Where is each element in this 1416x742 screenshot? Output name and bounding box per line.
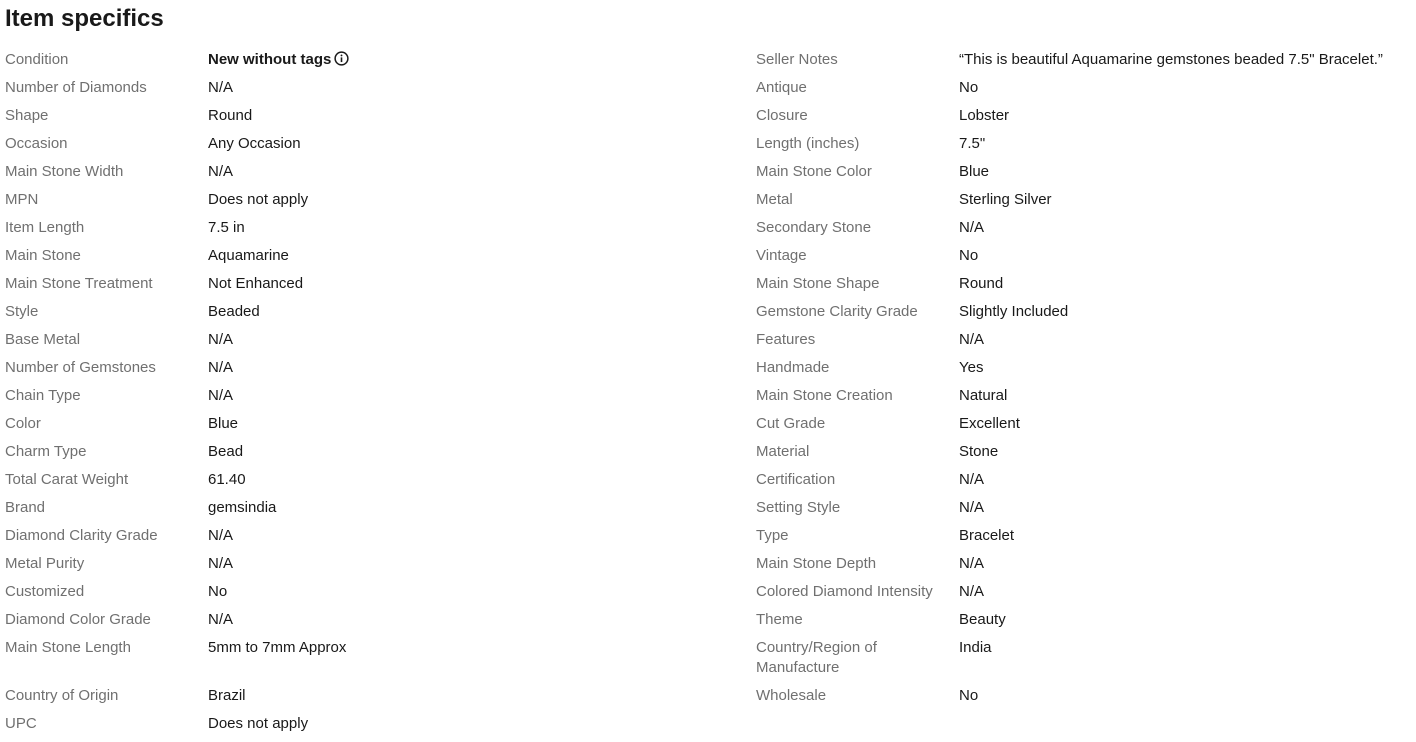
- label-line-2: Manufacture: [756, 659, 840, 676]
- spec-value: N/A: [208, 611, 234, 628]
- spec-value: Beaded: [208, 303, 260, 320]
- spec-label: Antique: [756, 79, 807, 96]
- spec-label: Charm Type: [5, 443, 87, 460]
- spec-value: Beauty: [959, 611, 1006, 628]
- spec-label: Diamond Color Grade: [5, 611, 151, 628]
- spec-value: Any Occasion: [208, 135, 301, 152]
- spec-label: Handmade: [756, 359, 830, 376]
- spec-label: Brand: [5, 499, 46, 516]
- spec-label: Shape: [5, 107, 49, 124]
- spec-row: [756, 106, 1411, 126]
- spec-row: [5, 582, 705, 602]
- spec-row: [5, 330, 705, 350]
- spec-row: [5, 162, 705, 182]
- spec-value: 7.5 in: [208, 219, 245, 236]
- spec-row: [756, 246, 1411, 266]
- spec-row: [756, 302, 1411, 322]
- spec-value: Round: [959, 275, 1004, 292]
- spec-row: [756, 414, 1411, 434]
- spec-label: MPN: [5, 191, 39, 208]
- spec-label: Main Stone Depth: [756, 555, 877, 572]
- spec-value: Not Enhanced: [208, 275, 304, 292]
- spec-value: N/A: [208, 359, 234, 376]
- spec-label: Metal: [756, 191, 793, 208]
- spec-value: India: [959, 639, 992, 656]
- spec-label: Main Stone Treatment: [5, 275, 153, 292]
- spec-label: Gemstone Clarity Grade: [756, 303, 918, 320]
- spec-value: Sterling Silver: [959, 191, 1052, 208]
- spec-label: Main Stone: [5, 247, 81, 264]
- spec-row: [756, 554, 1411, 574]
- spec-label: Length (inches): [756, 135, 860, 152]
- spec-value: 61.40: [208, 471, 246, 488]
- spec-label: Number of Diamonds: [5, 79, 147, 96]
- spec-value: gemsindia: [208, 499, 277, 516]
- spec-label: Main Stone Shape: [756, 275, 880, 292]
- spec-label: UPC: [5, 715, 37, 732]
- condition-value: New without tags: [208, 51, 332, 68]
- spec-row: [5, 554, 705, 574]
- spec-value: N/A: [208, 79, 234, 96]
- spec-row: [756, 686, 1411, 706]
- spec-row: [5, 386, 705, 406]
- spec-label: Color: [5, 415, 41, 432]
- spec-value: 5mm to 7mm Approx: [208, 639, 347, 656]
- specifics-left-column: [5, 50, 705, 742]
- spec-label: Style: [5, 303, 39, 320]
- spec-label: Number of Gemstones: [5, 359, 156, 376]
- spec-value: Yes: [959, 359, 984, 376]
- spec-row: [756, 134, 1411, 154]
- spec-row: [756, 218, 1411, 238]
- spec-value: 7.5": [959, 135, 986, 152]
- spec-row: [5, 414, 705, 434]
- spec-label: Features: [756, 331, 816, 348]
- spec-label: Wholesale: [756, 687, 827, 704]
- spec-value: Excellent: [959, 415, 1020, 432]
- spec-row: [756, 610, 1411, 630]
- spec-label: Main Stone Length: [5, 639, 131, 656]
- spec-row-seller-notes: [756, 50, 1411, 70]
- spec-value: No: [208, 583, 228, 600]
- spec-row: [5, 610, 705, 630]
- spec-value: N/A: [959, 583, 985, 600]
- spec-value: N/A: [959, 471, 985, 488]
- spec-value: Brazil: [208, 687, 246, 704]
- spec-label: Certification: [756, 471, 836, 488]
- spec-row: [756, 526, 1411, 546]
- spec-row: [5, 470, 705, 490]
- spec-row: [756, 162, 1411, 182]
- section-title: Item specifics: [5, 5, 164, 32]
- spec-value: N/A: [959, 555, 985, 572]
- spec-label: Colored Diamond Intensity: [756, 583, 933, 600]
- specifics-right-column: [756, 50, 1411, 714]
- spec-row: [756, 442, 1411, 462]
- spec-value: N/A: [208, 331, 234, 348]
- spec-row: [756, 582, 1411, 602]
- spec-value: N/A: [959, 219, 985, 236]
- spec-label: Vintage: [756, 247, 807, 264]
- spec-value: No: [959, 247, 979, 264]
- spec-label: Type: [756, 527, 789, 544]
- spec-value: Stone: [959, 443, 999, 460]
- spec-label: Main Stone Width: [5, 163, 124, 180]
- spec-row: [5, 274, 705, 294]
- spec-row: [756, 190, 1411, 210]
- spec-row: [5, 714, 705, 734]
- spec-row: [5, 358, 705, 378]
- spec-row: [756, 498, 1411, 518]
- spec-row: [756, 638, 1411, 678]
- spec-value: N/A: [208, 527, 234, 544]
- spec-row: [756, 358, 1411, 378]
- spec-row: [5, 442, 705, 462]
- spec-value: Does not apply: [208, 715, 309, 732]
- info-icon[interactable]: [334, 51, 349, 66]
- spec-row: [5, 218, 705, 238]
- spec-value: No: [959, 79, 979, 96]
- spec-value: Blue: [208, 415, 239, 432]
- spec-value: N/A: [208, 387, 234, 404]
- spec-value: N/A: [959, 331, 985, 348]
- spec-value: Bracelet: [959, 527, 1015, 544]
- spec-value: Aquamarine: [208, 247, 289, 264]
- spec-row: [5, 134, 705, 154]
- spec-value: Does not apply: [208, 191, 309, 208]
- spec-label: Secondary Stone: [756, 219, 872, 236]
- spec-label: Theme: [756, 611, 803, 628]
- spec-row: [756, 470, 1411, 490]
- spec-label: Diamond Clarity Grade: [5, 527, 158, 544]
- spec-row: [756, 78, 1411, 98]
- spec-row: [756, 386, 1411, 406]
- spec-row: [5, 686, 705, 706]
- spec-value: Blue: [959, 163, 990, 180]
- spec-row: [5, 526, 705, 546]
- spec-value: No: [959, 687, 979, 704]
- spec-label: Chain Type: [5, 387, 81, 404]
- spec-label: Seller Notes: [756, 51, 838, 68]
- spec-value: Slightly Included: [959, 303, 1069, 320]
- spec-label: Setting Style: [756, 499, 841, 516]
- spec-value: Round: [208, 107, 253, 124]
- spec-label: [756, 638, 959, 678]
- spec-label: Main Stone Color: [756, 163, 872, 180]
- spec-row-condition: [5, 50, 705, 70]
- spec-label: Country of Origin: [5, 687, 119, 704]
- spec-row: [756, 330, 1411, 350]
- spec-label: Main Stone Creation: [756, 387, 893, 404]
- spec-label: Item Length: [5, 219, 85, 236]
- spec-row: [5, 106, 705, 126]
- spec-row: [5, 302, 705, 322]
- spec-label: Total Carat Weight: [5, 471, 129, 488]
- spec-value: N/A: [208, 163, 234, 180]
- spec-row: [5, 190, 705, 210]
- spec-value: Lobster: [959, 107, 1010, 124]
- spec-value: Natural: [959, 387, 1008, 404]
- spec-label: Metal Purity: [5, 555, 85, 572]
- spec-label: Base Metal: [5, 331, 81, 348]
- spec-label: Condition: [5, 51, 69, 68]
- spec-row: [756, 274, 1411, 294]
- spec-value: N/A: [959, 499, 985, 516]
- label-line-1: Country/Region of: [756, 639, 877, 656]
- spec-value: [208, 50, 349, 70]
- spec-label: Material: [756, 443, 810, 460]
- spec-value: N/A: [208, 555, 234, 572]
- spec-row: [5, 498, 705, 518]
- spec-row: [5, 638, 705, 658]
- spec-label: Closure: [756, 107, 808, 124]
- spec-value: Bead: [208, 443, 244, 460]
- seller-notes-value: “This is beautiful Aquamarine gemstones beaded 7.5" Bracelet.”: [959, 51, 1383, 68]
- spec-label: Cut Grade: [756, 415, 826, 432]
- spec-row: [5, 78, 705, 98]
- spec-row: [5, 246, 705, 266]
- spec-label: Occasion: [5, 135, 68, 152]
- spec-label: Customized: [5, 583, 85, 600]
